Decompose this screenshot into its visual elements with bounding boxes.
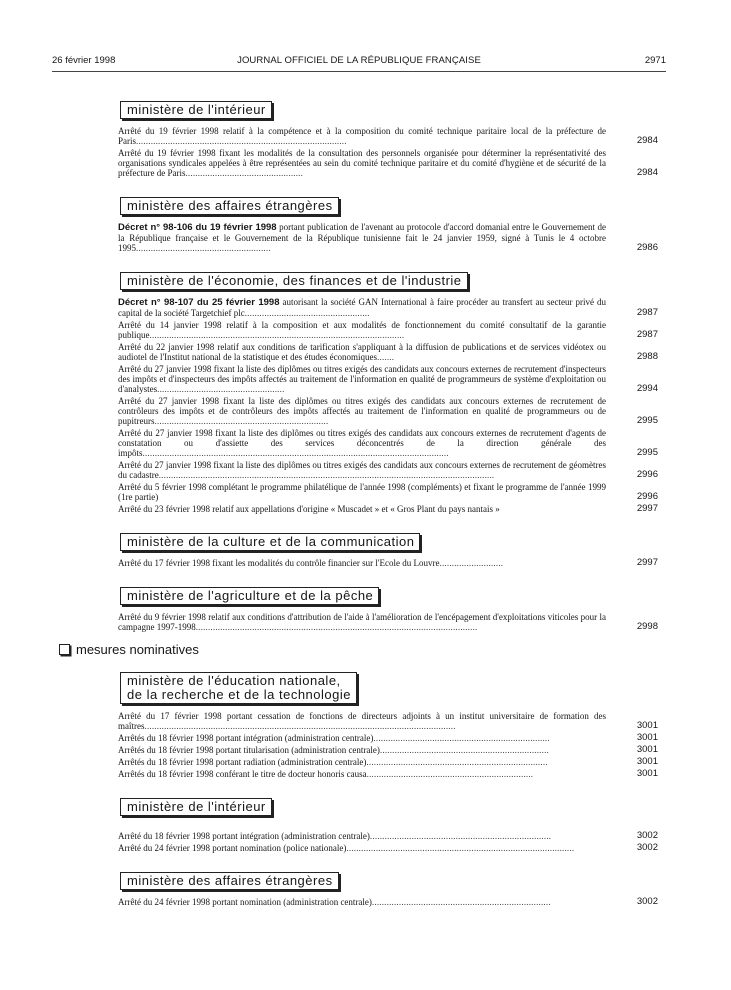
toc-entry[interactable]	[118, 711, 658, 731]
ministry-section	[118, 667, 658, 779]
ministry-heading-line: ministère de l'éducation nationale,	[127, 673, 341, 688]
ministry-heading: ministère des affaires étrangères	[120, 872, 339, 890]
entry-page-number: 2994	[636, 383, 658, 394]
decree-reference: Décret n° 98-106 du 19 février 1998	[118, 222, 277, 233]
entry-text: Arrêté du 24 février 1998 portant nomination (police nationale).............................................................................................	[118, 843, 575, 853]
toc-entry[interactable]	[118, 364, 658, 394]
journal-title: JOURNAL OFFICIEL DE LA RÉPUBLIQUE FRANÇAISE	[237, 55, 481, 66]
entry-page-number: 3001	[636, 756, 658, 767]
ministry-heading: ministère de l'intérieur	[120, 798, 272, 816]
entry-text: Arrêté du 19 février 1998 relatif à la compétence et à la composition du comité technique paritaire local de la préfecture de Paris......................................................................................	[118, 126, 606, 146]
toc-entry[interactable]	[118, 733, 658, 743]
entry-text: Arrêté du 27 janvier 1998 fixant la liste des diplômes ou titres exigés des candidats aux concours externes de recrutement de contrôleurs des impôts et de contrôleurs des impôts affectés au traitement de l'information en qualité de programmeurs ou de pupitreurs.......................................................................	[118, 396, 606, 426]
toc-entry[interactable]	[118, 396, 658, 426]
ministry-section	[118, 192, 658, 253]
toc-entry[interactable]	[118, 843, 658, 853]
ministry-heading: ministère de l'agriculture et de la pêche	[120, 587, 379, 605]
toc-entry[interactable]	[118, 222, 658, 253]
entry-page-number: 2995	[636, 447, 658, 458]
entry-page-number: 2987	[636, 329, 658, 340]
toc-entry[interactable]	[118, 342, 658, 362]
entry-page-number: 2988	[636, 351, 658, 362]
entry-page-number: 3002	[636, 896, 658, 907]
ministry-heading: ministère des affaires étrangères	[120, 197, 339, 215]
entry-text: Décret n° 98-106 du 19 février 1998 portant publication de l'avenant au protocole d'accord domanial entre le Gouvernement de la République française et le Gouvernement de la République tunisienne fait le 24 janvier 1959, signé à Tunis le 4 octobre 1995.......................................................	[118, 222, 606, 253]
entry-page-number: 2996	[636, 469, 658, 480]
ministry-section	[118, 793, 658, 853]
entry-text: Arrêté du 19 février 1998 fixant les modalités de la consultation des personnels organisée pour déterminer la représentativité des organisations syndicales appelées à être représentées au sein du comité technique paritaire et du comité d'hygiène et de sécurité de la préfecture de Paris................................................	[118, 148, 606, 178]
ministry-heading: ministère de l'économie, des finances et de l'industrie	[120, 272, 468, 290]
entry-text: Arrêté du 17 février 1998 fixant les modalités du contrôle financier sur l'Ecole du Louvre..........................	[118, 558, 504, 568]
toc-entry[interactable]	[118, 757, 658, 767]
toc-entry[interactable]	[118, 297, 658, 318]
toc-entry[interactable]	[118, 558, 658, 568]
entry-page-number: 3001	[636, 768, 658, 779]
toc-entry[interactable]	[118, 897, 658, 907]
table-of-contents	[76, 96, 658, 909]
toc-entry[interactable]	[118, 320, 658, 340]
entry-page-number: 3002	[636, 842, 658, 853]
ministry-heading	[120, 672, 357, 704]
entry-page-number: 2996	[636, 491, 658, 502]
entry-text: Arrêté du 27 janvier 1998 fixant la liste des diplômes ou titres exigés des candidats aux concours externes de recrutement d'inspecteurs des impôts et d'inspecteurs des impôts affectés au traitement de l'information en qualité de programmeurs de système d'exploitation ou d'analystes....................................................	[118, 364, 606, 394]
entry-page-number: 2998	[636, 621, 658, 632]
entry-page-number: 2987	[636, 307, 658, 318]
entry-text: Arrêté du 24 février 1998 portant nomination (administration centrale).........................................................................	[118, 897, 551, 907]
entry-page-number: 3001	[636, 744, 658, 755]
entry-text: Arrêtés du 18 février 1998 conférant le titre de docteur honoris causa....................................................................	[118, 769, 534, 779]
entry-text: Arrêté du 17 février 1998 portant cessation de fonctions de directeurs adjoints à un institut universitaire de formation des maîtres...............................................................................................................................	[118, 711, 606, 731]
toc-entry[interactable]	[118, 612, 658, 632]
entry-text: Arrêté du 14 janvier 1998 relatif à la composition et aux modalités de fonctionnement du comité consultatif de la garantie publique........................................................................................................	[118, 320, 606, 340]
toc-entry[interactable]	[118, 482, 658, 502]
ministry-heading: ministère de l'intérieur	[120, 101, 272, 119]
entry-page-number: 3001	[636, 732, 658, 743]
entry-page-number: 2984	[636, 167, 658, 178]
entry-page-number: 2986	[636, 242, 658, 253]
toc-entry[interactable]	[118, 504, 658, 514]
toc-entry[interactable]	[118, 428, 658, 458]
checkbox-icon	[59, 644, 70, 655]
entry-text: Arrêtés du 18 février 1998 portant intégration (administration centrale)........................................................................	[118, 733, 550, 743]
entry-text: Arrêté du 9 février 1998 relatif aux conditions d'attribution de l'aide à l'amélioration de l'encépagement d'exploitations viticoles pour la campagne 1997-1998...................................................................................................................	[118, 612, 606, 632]
entry-text: Arrêté du 27 janvier 1998 fixant la liste des diplômes ou titres exigés des candidats aux concours externes de recrutement de géomètres du cadastre.........................................................................................................................................	[118, 460, 606, 480]
toc-entry[interactable]	[118, 148, 658, 178]
entry-page-number: 3001	[636, 720, 658, 731]
page-number: 2971	[644, 55, 666, 66]
ministry-section	[118, 267, 658, 514]
decree-reference: Décret n° 98-107 du 25 février 1998	[118, 297, 280, 308]
toc-entry[interactable]	[118, 745, 658, 755]
entry-text: Arrêté du 5 février 1998 complétant le programme philatélique de l'année 1998 (compléments) et fixant le programme de l'année 1999 (1re partie)	[118, 482, 606, 502]
ministry-section	[118, 96, 658, 178]
entry-page-number: 2995	[636, 415, 658, 426]
ministry-heading: ministère de la culture et de la communication	[120, 533, 420, 551]
running-head	[52, 55, 666, 69]
toc-entry[interactable]	[118, 831, 658, 841]
nominative-measures-label: mesures nominatives	[76, 642, 199, 657]
nominative-measures-heading	[59, 642, 658, 657]
entry-page-number: 3002	[636, 830, 658, 841]
ministry-section	[118, 582, 658, 632]
toc-entry[interactable]	[118, 460, 658, 480]
ministry-section	[118, 528, 658, 568]
entry-page-number: 2997	[636, 503, 658, 514]
issue-date: 26 février 1998	[52, 55, 116, 66]
toc-entry[interactable]	[118, 126, 658, 146]
entry-text: Arrêté du 27 janvier 1998 fixant la liste des diplômes ou titres exigés des candidats aux concours externes de recrutement d'agents de constatation ou d'assiette des services déconcentrés de la direction générale des impôts.............................................................................................................................	[118, 428, 606, 458]
entry-text: Arrêtés du 18 février 1998 portant titularisation (administration centrale).....................................................................	[118, 745, 549, 755]
ministry-section	[118, 867, 658, 907]
entry-text: Arrêté du 22 janvier 1998 relatif aux conditions de tarification s'appliquant à la diffusion de publications et de services vidéotex ou audiotel de l'Institut national de la statistique et des études économiques.......	[118, 342, 606, 362]
entry-text: Décret n° 98-107 du 25 février 1998 autorisant la société GAN International à faire procéder au transfert au secteur privé du capital de la société Targetchief plc...................................................	[118, 297, 606, 318]
toc-entry[interactable]	[118, 769, 658, 779]
entry-text: Arrêté du 23 février 1998 relatif aux appellations d'origine « Muscadet » et « Gros Plant du pays nantais »	[118, 504, 500, 514]
entry-page-number: 2984	[636, 135, 658, 146]
header-rule	[52, 71, 666, 72]
entry-page-number: 2997	[636, 557, 658, 568]
entry-text: Arrêtés du 18 février 1998 portant radiation (administration centrale)..........................................................................	[118, 757, 548, 767]
ministry-heading-line: de la recherche et de la technologie	[127, 687, 351, 702]
entry-text: Arrêté du 18 février 1998 portant intégration (administration centrale)..........................................................................	[118, 831, 552, 841]
